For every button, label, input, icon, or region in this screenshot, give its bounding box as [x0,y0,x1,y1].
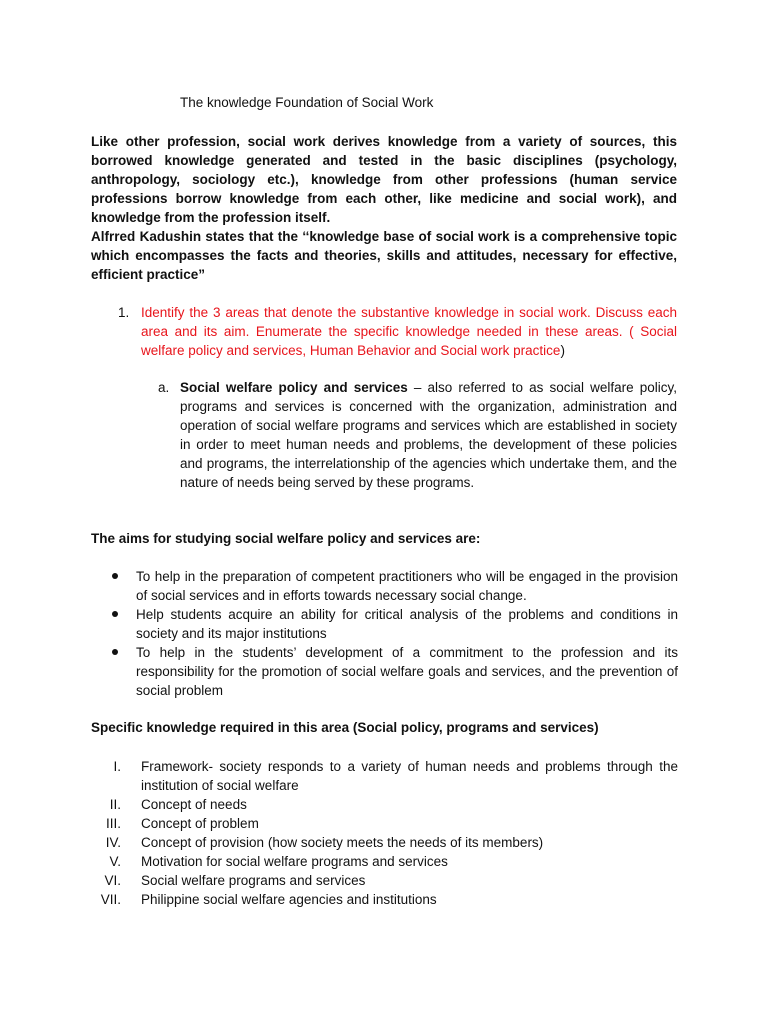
roman-numeral: VII. [100,892,121,907]
list-item [91,833,678,852]
question-number: 1. [118,305,130,320]
item-text: Concept of problem [141,816,259,831]
answer-a-term: Social welfare policy and services [180,380,408,395]
aims-list [112,567,678,700]
aims-heading: The aims for studying social welfare policy and services are: [91,531,481,546]
question-body: Identify the 3 areas that denote the substantive knowledge in social work. Discuss each area and its aim. Enumerate the specific knowledge needed in these areas. ( Social welfare policy and services, Human Behavior and Social work practice [141,305,677,358]
roman-numeral: III. [105,816,121,831]
answer-a-text [180,378,677,492]
question-closing: ) [560,343,565,358]
item-text: Framework- society responds to a variety of human needs and problems through the institution of social welfare [141,759,678,793]
roman-numeral: II. [109,797,121,812]
bullet-icon [112,573,118,579]
intro-paragraph: Like other profession, social work derives knowledge from a variety of sources, this borrowed knowledge generated and tested in the basic disciplines (psychology, anthropology, sociology etc.), knowledge from other professions (human service professions borrow knowledge from each other, like medicine and social work), and knowledge from the profession itself. [91,134,677,225]
specific-knowledge-list [91,757,678,909]
roman-numeral: I. [113,759,121,774]
item-text: Social welfare programs and services [141,873,366,888]
bullet-icon [112,611,118,617]
question-text [141,303,677,360]
document-title: The knowledge Foundation of Social Work [180,95,434,110]
list-item [112,643,678,700]
item-text: Concept of provision (how society meets the needs of its members) [141,835,544,850]
list-item [91,890,678,909]
answer-a-marker: a. [158,380,170,395]
bullet-icon [112,649,118,655]
list-item [112,567,678,605]
aim-text: To help in the students’ development of a commitment to the profession and its responsibility for the promotion of social welfare goals and services, and the prevention of social problem [136,645,678,698]
quote-paragraph: Alfrred Kadushin states that the ‘‘knowledge base of social work is a comprehensive topic which encompasses the facts and theories, skills and attitudes, necessary for effective, efficient practice” [91,229,677,282]
aim-text: Help students acquire an ability for critical analysis of the problems and conditions in society and its major institutions [136,607,678,641]
roman-numeral: IV. [105,835,121,850]
roman-numeral: VI. [104,873,121,888]
item-text: Philippine social welfare agencies and institutions [141,892,437,907]
item-text: Motivation for social welfare programs and services [141,854,448,869]
roman-numeral: V. [109,854,121,869]
list-item [91,852,678,871]
list-item [112,605,678,643]
aim-text: To help in the preparation of competent practitioners who will be engaged in the provision of social services and in efforts towards necessary social change. [136,569,678,603]
list-item [91,757,678,795]
list-item [91,871,678,890]
specific-knowledge-heading: Specific knowledge required in this area (Social policy, programs and services) [91,720,599,735]
item-text: Concept of needs [141,797,247,812]
answer-a-body: – also referred to as social welfare policy, programs and services is concerned with the organization, administration and operation of social welfare programs and services which are established in society in order to meet human needs and problems, the development of these policies and programs, the interrelationship of the agencies which undertake them, and the nature of needs being served by these programs. [180,380,677,490]
list-item [91,814,678,833]
list-item [91,795,678,814]
